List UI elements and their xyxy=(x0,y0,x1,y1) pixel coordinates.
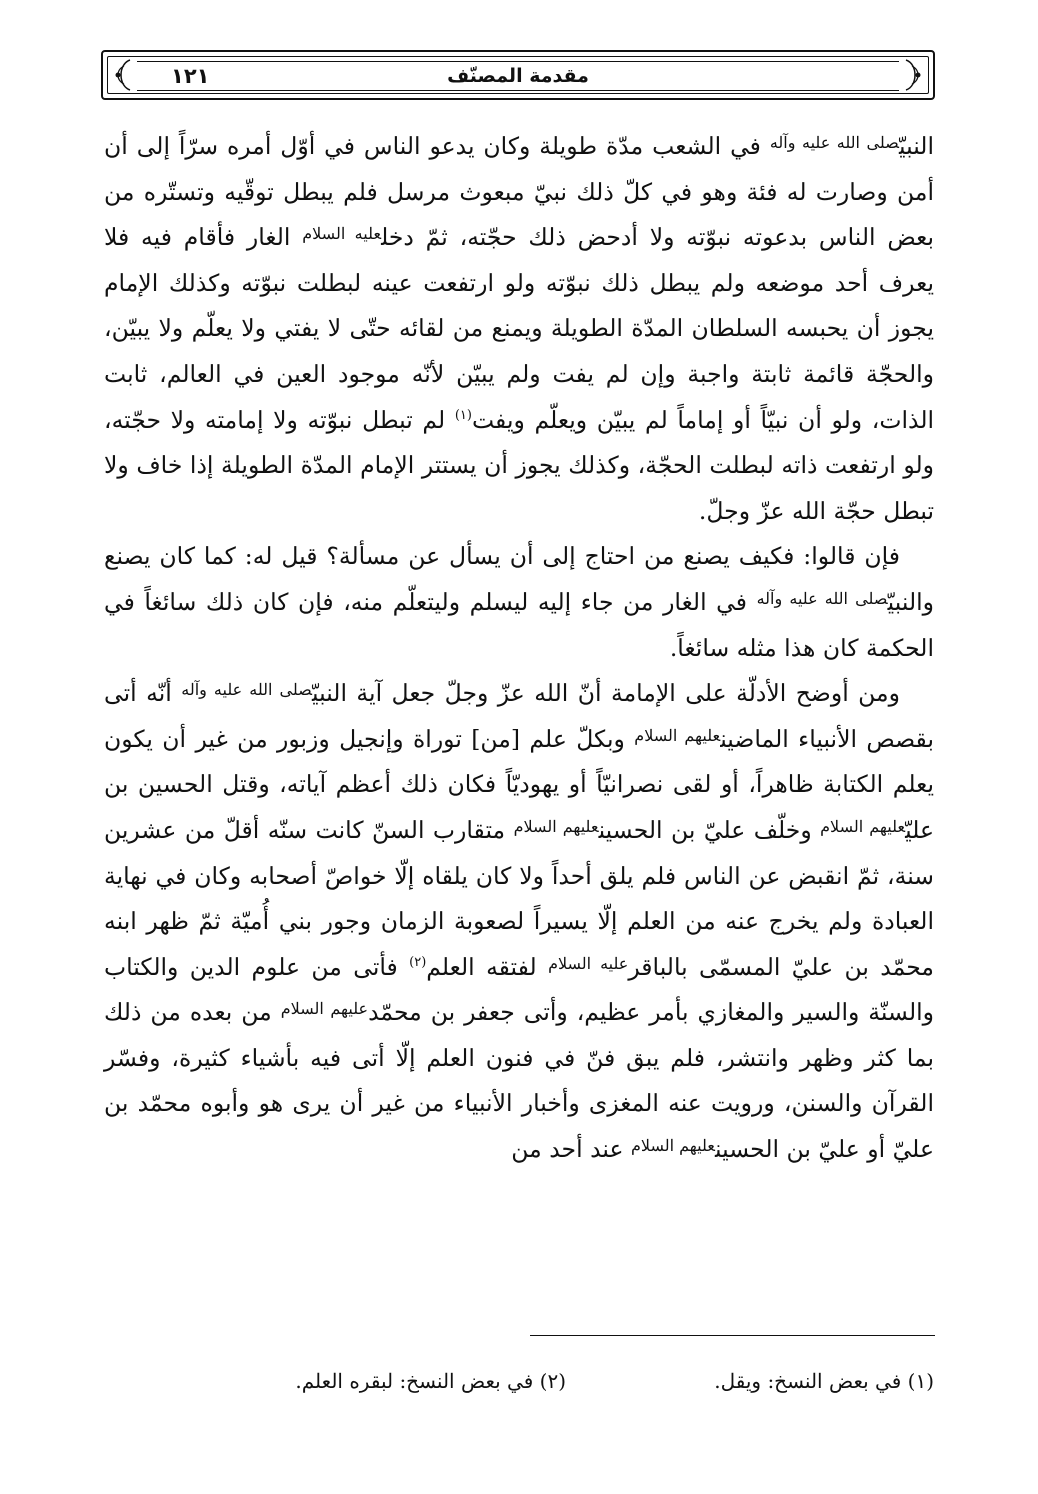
text-run: الغار فأقام فيه فلا يعرف أحد موضعه ولم يبطل ذلك نبوّته ولو ارتفعت عينه لبطلت نبوّته وكذلك الإمام يجوز أن يحبسه السلطان المدّة الطويلة ويمنع من لقائه حتّى لا يفتي ولا يعلّم ولا يبيّن، والحجّة قائمة ثابتة واجبة وإن لم يفت ولم يبيّن لأنّه موجود العين في العالم، ثابت الذات، ولو أن نبيّاً أو إماماً لم يبيّن ويعلّم ويفت xyxy=(104,223,935,434)
text-run: النبيّ xyxy=(899,132,934,160)
text-run: لم تبطل نبوّته ولا إمامته ولا حجّته، ولو ارتفعت ذاته لبطلت الحجّة، وكذلك يجوز أن يستتر الإمام المدّة الطويلة إذا خاف ولا تبطل حجّة الله عزّ وجلّ. xyxy=(104,405,934,525)
header-ornament-right-icon xyxy=(903,58,927,92)
running-title: مقدمة المصنّف xyxy=(447,65,589,87)
paragraph xyxy=(104,124,934,534)
honorific-imams: عليهم السلام xyxy=(280,999,369,1019)
text-run: فأتى من علوم الدين والكتاب والسنّة والسير والمغازي بأمر عظيم، وأتى جعفر بن محمّد xyxy=(104,952,935,1027)
header-bar xyxy=(137,61,899,91)
main-text xyxy=(104,124,934,1173)
footnote-divider xyxy=(530,1335,935,1336)
text-run: لفتقه العلم xyxy=(426,952,537,981)
text-run: أنّه أتى بقصص الأنبياء الماضين xyxy=(104,679,934,753)
text-run: ومن أوضح الأدلّة على الإمامة أنّ الله عزّ وجلّ جعل آية النبيّ xyxy=(312,679,900,708)
paragraph xyxy=(104,671,934,1173)
footnote-2: (٢) في بعض النسخ: لبقره العلم. xyxy=(295,1369,566,1393)
honorific-imams: عليهم السلام xyxy=(820,816,906,836)
footnotes xyxy=(234,1364,934,1398)
honorific-prophet: صلى الله عليه وآله xyxy=(181,680,313,700)
footnote-1: (١) في بعض النسخ: ويقل. xyxy=(714,1369,934,1393)
page-number: ١٢١ xyxy=(171,64,210,88)
text-run: في الشعب مدّة طويلة وكان يدعو الناس في أوّل أمره سرّاً إلى أن أمن وصارت له فئة وهو في كلّ ذلك نبيّ مبعوث مرسل فلم يبطل توقّيه وتستّره من بعض الناس بدعوته نبوّته ولا أدحض ذلك حجّته، ثمّ دخل xyxy=(104,132,934,252)
footnote-reference: (١) xyxy=(454,407,472,423)
honorific-imams: عليهم السلام xyxy=(631,1136,716,1156)
honorific-prophet: صلى الله عليه وآله xyxy=(769,133,900,152)
honorific-imams: عليهم السلام xyxy=(634,725,721,745)
honorific-imam: عليه السلام xyxy=(548,953,629,973)
text-run: وبكلّ علم [من] توراة وإنجيل وزبور من غير أن يكون يعلم الكتابة ظاهراً، أو لقى نصرانيّاً أو يهوديّاً فكان ذلك أعظم آياته، وقتل الحسين بن عليّ xyxy=(104,724,935,844)
text-run: وخلّف عليّ بن الحسين xyxy=(598,815,812,844)
honorific-imams: عليهم السلام xyxy=(513,816,599,836)
honorific-prophet: صلى الله عليه وآله xyxy=(756,588,888,608)
text-run: في الغار من جاء إليه ليسلم وليتعلّم منه، فإن كان ذلك سائغاً في الحكمة كان هذا مثله سائغاً. xyxy=(104,587,934,662)
text-run: من بعده من ذلك بما كثر وظهر وانتشر، فلم يبق فنّ في فنون العلم إلّا أتى فيه بأشياء كثيرة، وفسّر القرآن والسنن، ورويت عنه المغزى وأخبار الأنبياء من غير أن يرى هو وأبوه محمّد بن عليّ أو عليّ بن الحسين xyxy=(104,998,934,1164)
honorific-imam: عليه السلام xyxy=(302,224,382,244)
text-run: فإن قالوا: فكيف يصنع من احتاج إلى أن يسأل عن مسألة؟ قيل له: كما كان يصنع والنبيّ xyxy=(104,542,934,616)
text-run: متقارب السنّ كانت سنّه أقلّ من عشرين سنة، ثمّ انقبض عن الناس فلم يلق أحداً ولا كان يلقاه إلّا خواصّ أصحابه وكان في نهاية العبادة ولم يخرج عنه من العلم إلّا يسيراً لصعوبة الزمان وجور بني أُميّة ثمّ ظهر ابنه محمّد بن عليّ المسمّى بالباقر xyxy=(104,815,934,981)
header-ornament-left-icon xyxy=(109,58,133,92)
footnote-reference: (٢) xyxy=(409,954,427,970)
paragraph xyxy=(104,534,934,671)
text-run: عند أحد من xyxy=(511,1135,624,1164)
running-header xyxy=(101,50,935,100)
